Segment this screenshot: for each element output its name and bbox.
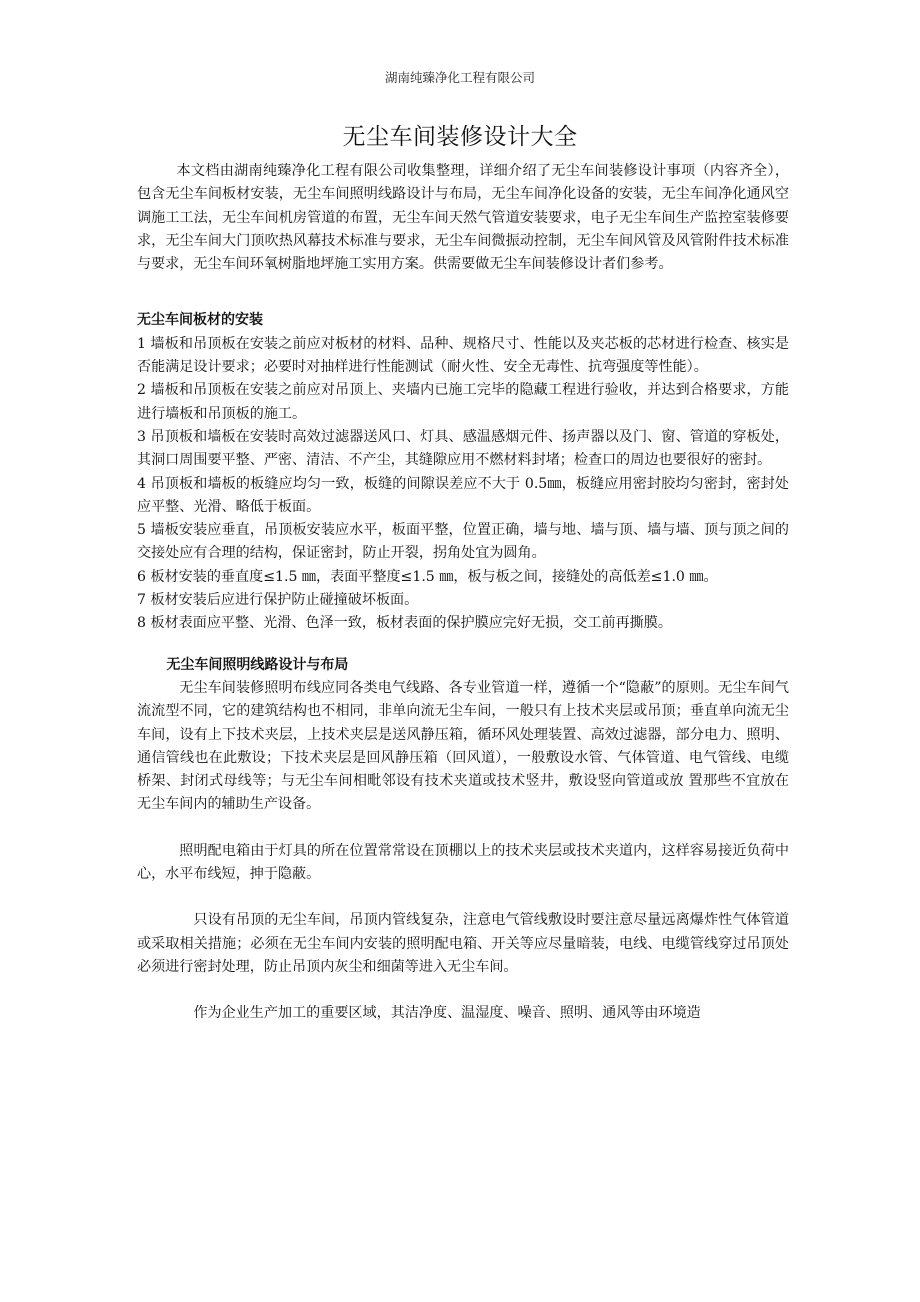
body-paragraph: 只设有吊顶的无尘车间，吊顶内管线复杂，注意电气管线敷设时要注意尽量远离爆炸性气体管道或采取相关措施；必须在无尘车间内安装的照明配电箱、开关等应尽量暗装，电线、电缆管线穿过吊顶处必须进行密封处理，防止吊顶内灰尘和细菌等进入无尘车间。: [137, 912, 789, 975]
section-heading-panel-installation: 无尘车间板材的安装: [137, 312, 263, 329]
list-item: 8 板材表面应平整、光滑、色泽一致，板材表面的保护膜应完好无损，交工前再撕膜。: [137, 615, 672, 632]
section-heading-lighting-layout: 无尘车间照明线路设计与布局: [166, 656, 349, 673]
document-title: 无尘车间装修设计大全: [342, 124, 578, 150]
body-paragraph: 照明配电箱由于灯具的所在位置常常设在顶棚以上的技术夹层或技术夹道内，这样容易接近负荷中心，水平布线短，抻于隐蔽。: [137, 842, 789, 883]
page-header-company: 湖南纯臻净化工程有限公司: [384, 70, 535, 85]
list-item: 4 吊顶板和墙板的板缝应均匀一致，板缝的间隙误差应不大于 0.5㎜，板缝应用密封胶均匀密封，密封处应平整、光滑、略低于板面。: [137, 475, 789, 515]
body-paragraph: 无尘车间装修照明布线应同各类电气线路、各专业管道一样，遵循一个“隐蔽”的原则。无尘车间气流流型不同，它的建筑结构也不相同，非单向流无尘车间，一般只有上技术夹层或吊顶；垂直单向流无尘车间，设有上下技术夹层，上技术夹层是送风静压箱，循环风处理装置、高效过滤器，部分电力、照明、通信管线也在此敷设；下技术夹层是回风静压箱（回风道），一般敷设水管、气体管道、电气管线、电缆桥架、封闭式母线等；与无尘车间相毗邻设有技术夹道或技术竖井，敷设竖向管道或放 置那些不宜放在无尘车间内的辅助生产设备。: [137, 679, 789, 813]
list-item: 2 墙板和吊顶板在安装之前应对吊顶上、夹墙内已施工完毕的隐藏工程进行验收，并达到合格要求，方能进行墙板和吊顶板的施工。: [137, 382, 789, 422]
document-body: [137, 160, 789, 1026]
list-item: 3 吊顶板和墙板在安装时高效过滤器送风口、灯具、感温感烟元件、扬声器以及门、窗、管道的穿板处，其洞口周围要平整、严密、清洁、不产尘，其缝隙应用不燃材料封堵；检查口的周边也要很好的密封。: [137, 428, 789, 469]
body-paragraph: 作为企业生产加工的重要区域，其洁净度、温湿度、噪音、照明、通风等由环境造: [193, 1005, 701, 1022]
list-item: 1 墙板和吊顶板在安装之前应对板材的材料、品种、规格尺寸、性能以及夹芯板的芯材进行检查、核实是否能满足设计要求；必要时对抽样进行性能测试（耐火性、安全无毒性、抗弯强度等性能）。: [137, 335, 789, 376]
list-item: 6 板材安装的垂直度≤1.5 ㎜，表面平整度≤1.5 ㎜，板与板之间，接缝处的高低差≤1.0 ㎜。: [137, 568, 718, 585]
list-item: 5 墙板安装应垂直，吊顶板安装应水平，板面平整，位置正确，墙与地、墙与顶、墙与墙、顶与顶之间的交接处应有合理的结构，保证密封，防止开裂，拐角处宜为圆角。: [137, 522, 789, 562]
intro-paragraph: 本文档由湖南纯臻净化工程有限公司收集整理，详细介绍了无尘车间装修设计事项（内容齐全），包含无尘车间板材安装，无尘车间照明线路设计与布局，无尘车间净化设备的安装，无尘车间净化通风空调施工工法，无尘车间机房管道的布置，无尘车间天然气管道安装要求，电子无尘车间生产监控室装修要求，无尘车间大门顶吹热风幕技术标准与要求，无尘车间微振动控制，无尘车间风管及风管附件技术标准与要求，无尘车间环氧树脂地坪施工实用方案。供需要做无尘车间装修设计者们参考。: [137, 163, 789, 273]
list-item: 7 板材安装后应进行保护防止碰撞破坏板面。: [137, 592, 419, 609]
